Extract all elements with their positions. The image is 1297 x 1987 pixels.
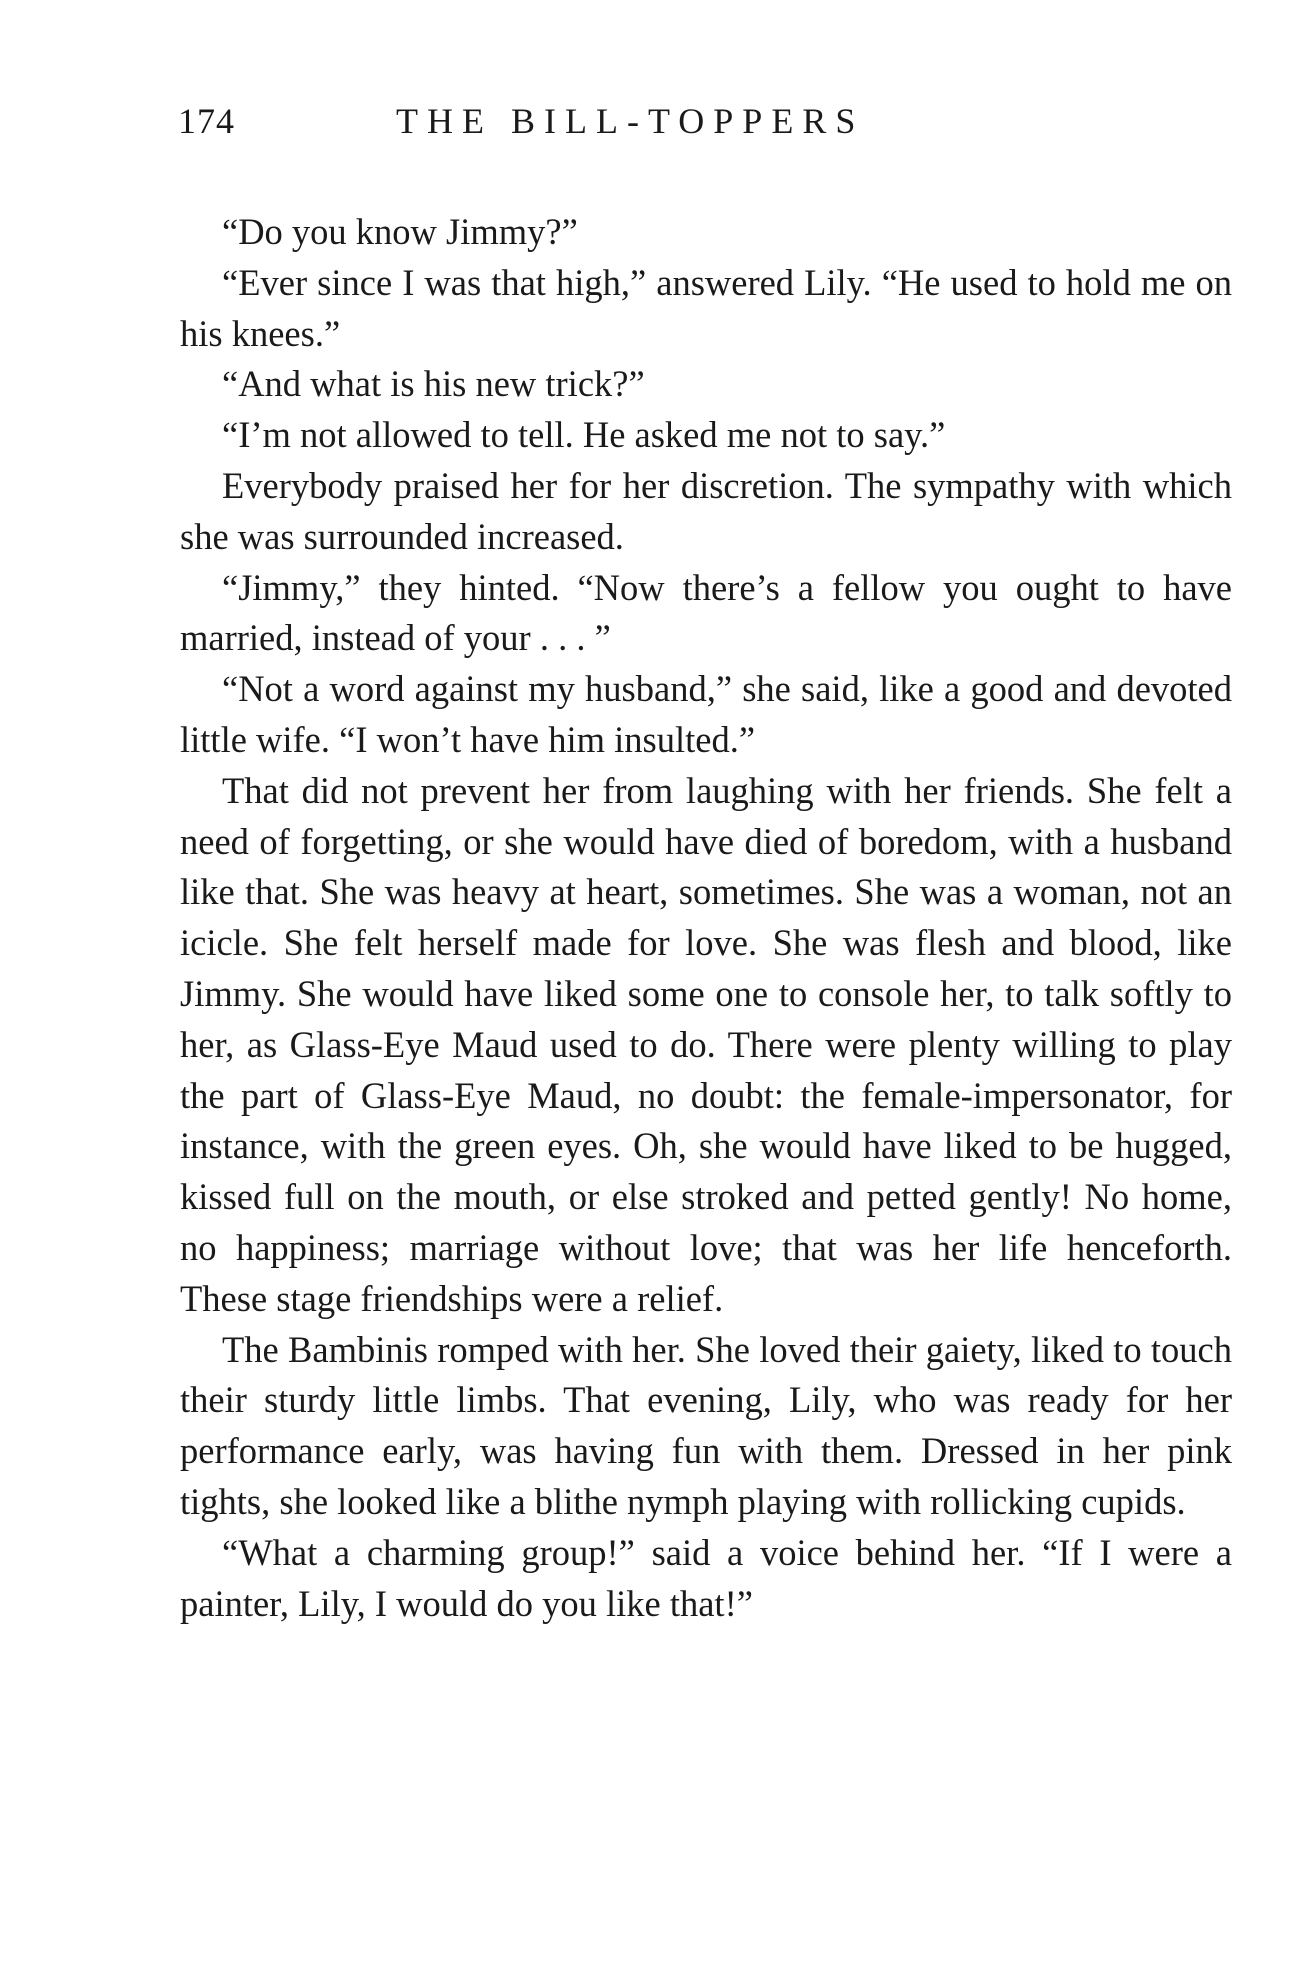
running-head	[178, 100, 1238, 150]
paragraph: That did not prevent her from laughing with her friends. She felt a need of forgetting, or she would have died of boredom, with a husband like that. She was heavy at heart, sometimes. She was a woman, not an icicle. She felt herself made for love. She was flesh and blood, like Jimmy. She would have liked some one to console her, to talk softly to her, as Glass-Eye Maud used to do. There were plenty willing to play the part of Glass-Eye Maud, no doubt: the female-impersonator, for instance, with the green eyes. Oh, she would have liked to be hugged, kissed full on the mouth, or else stroked and petted gently! No home, no happiness; marriage without love; that was her life henceforth. These stage friendships were a relief.	[180, 769, 1232, 1319]
running-title: THE BILL-TOPPERS	[396, 101, 865, 141]
paragraph: “I’m not allowed to tell. He asked me not to say.”	[222, 414, 946, 456]
paragraph: “What a charming group!” said a voice behind her. “If I were a painter, Lily, I would do you like that!”	[180, 1531, 1232, 1624]
body-text	[180, 207, 1232, 1629]
page-number: 174	[178, 101, 235, 141]
paragraph: The Bambinis romped with her. She loved their gaiety, liked to touch their sturdy little limbs. That evening, Lily, who was ready for her performance early, was having fun with them. Dressed in her pink tights, she looked like a blithe nymph playing with rollicking cupids.	[180, 1328, 1232, 1522]
paragraph: “Do you know Jimmy?”	[222, 211, 578, 252]
paragraph: “Jimmy,” they hinted. “Now there’s a fellow you ought to have married, instead of your . . . ”	[180, 566, 1232, 659]
paragraph: Everybody praised her for her discretion. The sympathy with which she was surrounded increased.	[180, 464, 1232, 557]
paragraph: “Ever since I was that high,” answered Lily. “He used to hold me on his knees.”	[180, 261, 1232, 354]
paragraph: “Not a word against my husband,” she said, like a good and devoted little wife. “I won’t have him insulted.”	[180, 668, 1232, 760]
paragraph: “And what is his new trick?”	[222, 363, 645, 405]
